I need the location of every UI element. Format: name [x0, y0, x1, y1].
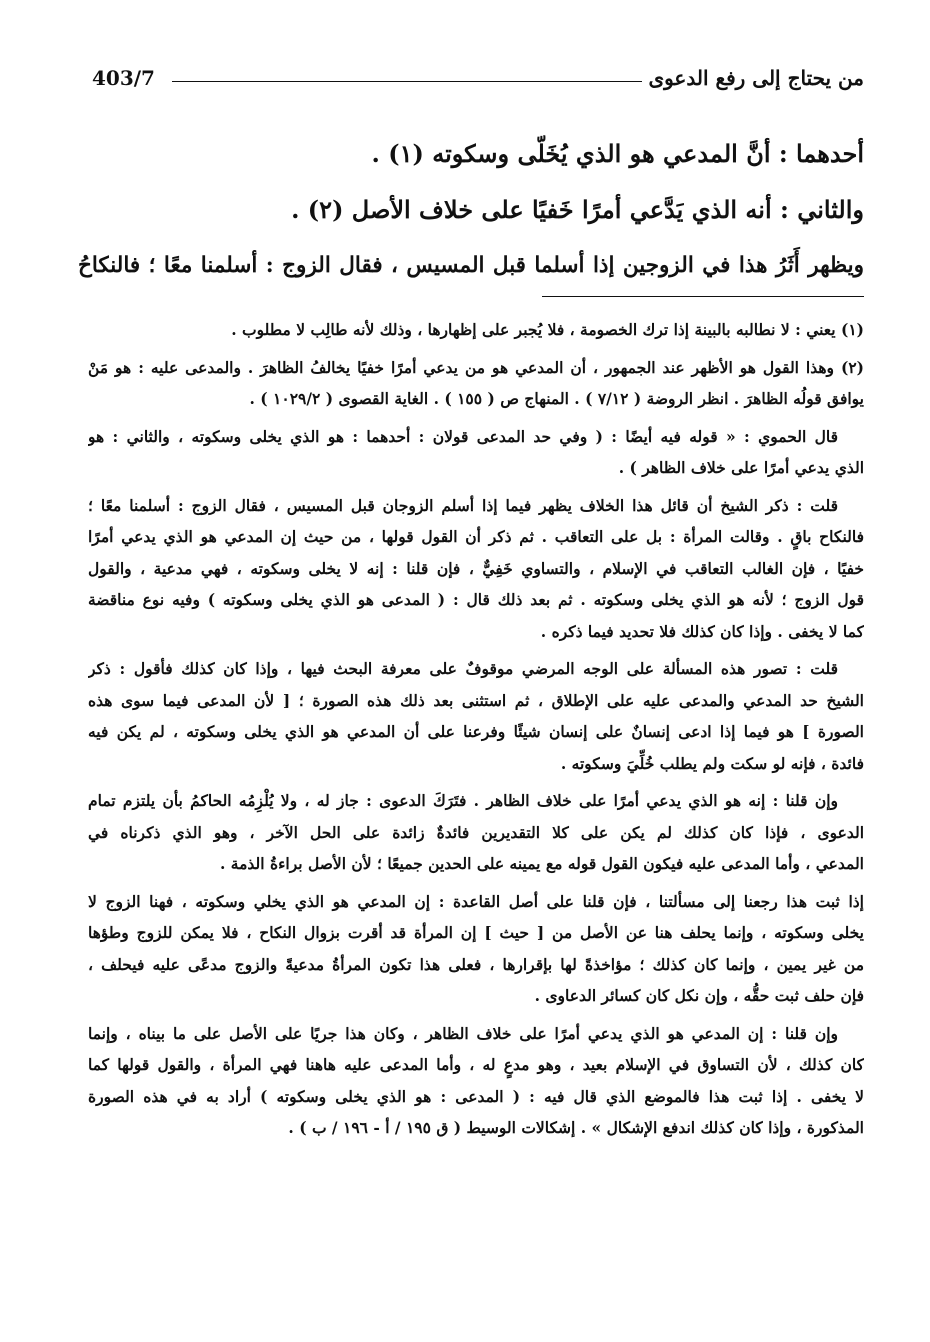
footnote-line: إذا ثبت هذا رجعنا إلى مسألتنا ، فإن قلنا على أصل القاعدة : إن المدعي هو الذي يخلي وسكوته ، فهنا الزوج لا: [88, 891, 864, 911]
footnote-line: (٢) وهذا القول هو الأظهر عند الجمهور ، أن المدعي هو من يدعي أمرًا خفيًا يخالفُ الظاهرَ . والمدعى عليه : هو مَنْ: [88, 357, 864, 377]
footnote-line: الشيخ حد المدعي والمدعى عليه على الإطلاق ، ثم استثنى بعد ذلك هذه الصورة ؛ [ لأن المدعى فيما سوى هذه: [88, 690, 864, 710]
footnote-paragraph: [88, 653, 864, 779]
main-line: والثاني : أنه الذي يَدَّعي أمرًا خَفيًا على خلاف الأصل (٢) .: [291, 195, 864, 224]
footnote-2: [88, 352, 864, 415]
footnote-line: من غير يمين ، وإنما كان كذلك ؛ مؤاخذةً لها بإقرارها ، فعلى هذا تكون المرأةُ مدعيةً والزوج مدعًى عليه فيحلف ،: [88, 954, 864, 974]
footnote-1: [88, 314, 864, 346]
footnote-line: قول الزوج ؛ لأنه هو الذي يخلى وسكوته . ثم بعد ذلك قال : ( المدعى هو الذي يخلى وسكوته ) وفيه نوع مناقضة: [88, 590, 864, 609]
main-line: أحدهما : أنَّ المدعي هو الذي يُخَلّى وسكوته (١) .: [371, 139, 864, 168]
footnote-line: يخلى وسكوته ، وإنما يحلف هنا عن الأصل من [ حيث ] إن المرأة قد أقرت بزوال النكاح ، فلا يمكن للزوج وطؤها: [88, 923, 864, 942]
footnote-line: قال الحموي : « قوله فيه أيضًا : ( وفي حد المدعى قولان : أحدهما : هو الذي يخلى وسكوته ، والثاني : هو: [88, 426, 838, 446]
footnote-paragraph: [88, 886, 864, 1012]
footnote-line: وإن قلنا : إنه هو الذي يدعي أمرًا على خلاف الظاهر . فتَرَكَ الدعوى : جاز له ، ولا يُلْزِمُه الحاكمُ بأن يلتزم تمام: [88, 791, 838, 810]
footnote-paragraph: [88, 1018, 864, 1144]
main-text: [78, 126, 864, 294]
footnote-line: الذي يدعي أمرًا على خلاف الظاهر ) .: [618, 458, 864, 477]
footnote-line: الدعوى ، فإذا كان كذلك لم يكن على كلا التقديرين فائدةٌ زائدة على الحل الآخر ، وهو الذي ذكرناه في: [88, 822, 864, 842]
header-rule: [172, 81, 642, 82]
footnote-line: (١) يعني : لا نطالبه بالبينة إذا ترك الخصومة ، فلا يُجبر على إظهارها ، وذلك لأنه طالِب لا مطلوب .: [231, 320, 864, 339]
footnote-line: لا يخفى . إذا ثبت هذا فالموضع الذي قال فيه : ( المدعى : هو الذي يخلى وسكوته ) أراد به في هذه الصورة: [88, 1086, 864, 1106]
footnote-line: فائدة ، فإنه لو سكت ولم يطلب خُلِّيَ وسكوته .: [560, 753, 864, 773]
footnote-line: الصورة ] هو فيما إذا ادعى إنسانٌ على إنسان شيئًا وفرعنا على أن المدعي هو الذي يخلى وسكوته ، لم يكن فيه: [88, 722, 864, 741]
main-line: ويظهر أَثَرُ هذا في الزوجين إذا أسلما قبل المسيس ، فقال الزوج : أسلمنا معًا ؛ فالنكاحُ: [78, 253, 864, 278]
footnote-line: وإن قلنا : إن المدعي هو الذي يدعي أمرًا على خلاف الظاهر ، وكان هذا جريًا على الأصل على ما بيناه ، وإنما: [88, 1023, 838, 1043]
footnote-line: فإن حلف ثبت حقُّه ، وإن نكل كان كسائر الدعاوى .: [534, 986, 864, 1005]
footnote-paragraph: [88, 421, 864, 484]
footnote-line: المذكورة ، وإذا كان كذلك اندفع الإشكال » . إشكالات الوسيط ( ق ١٩٥ / أ - ١٩٦ / ب ) .: [288, 1118, 864, 1137]
footnote-paragraph: [88, 785, 864, 880]
footnote-line: فالنكاح باقٍ . وقالت المرأة : بل على التعاقب . ثم ذكر أن القول قولها ، من حيث إن المدعي هو الذي يدعي أمرًا: [88, 527, 864, 546]
footnote-line: كان كذلك ، لأن التساوق في الإسلام بعيد ، وهو مدعٍ له ، وأما المدعى عليه هاهنا فهي المرأة ، والقول قولها كما: [88, 1055, 864, 1074]
footnote-line: كما لا يخفى . وإذا كان كذلك فلا تحديد فيما ذكره .: [540, 621, 864, 641]
header-title: من يحتاج إلى رفع الدعوى: [648, 66, 864, 90]
footnote-line: قلت : تصور هذه المسألة على الوجه المرضي موقوفٌ على معرفة البحث فيها ، وإذا كان كذلك فأقول : ذكر: [88, 659, 839, 678]
footnotes: [88, 314, 864, 1150]
footnote-line: المدعي ، وأما المدعى عليه فيكون القول قوله مع يمينه على الحدين جميعًا ؛ لأن الأصل براءةُ الذمة .: [220, 854, 864, 873]
footnote-paragraph: [88, 490, 864, 648]
footnote-line: قلت : ذكر الشيخ أن قائل هذا الخلاف يظهر فيما إذا أسلم الزوجان قبل المسيس ، فقال الزوج : أسلمنا معًا ؛: [88, 495, 838, 515]
footnote-line: خفيًا ، فإن الغالب التعاقب في الإسلام ، والتساوي خَفِيٌّ ، فإن قلنا : إنه لا يخلى وسكوته ، فهي مدعية ، والقول: [88, 558, 864, 578]
footnote-line: يوافق قولُه الظاهرَ . انظر الروضة ( ٧/١٢ ) . المنهاج ص ( ١٥٥ ) . الغاية القصوى ( ١٠٢٩/٢ ) .: [249, 389, 864, 408]
running-header: [92, 66, 864, 96]
footnote-separator: [542, 296, 864, 297]
page-number: 403/7: [92, 66, 155, 90]
